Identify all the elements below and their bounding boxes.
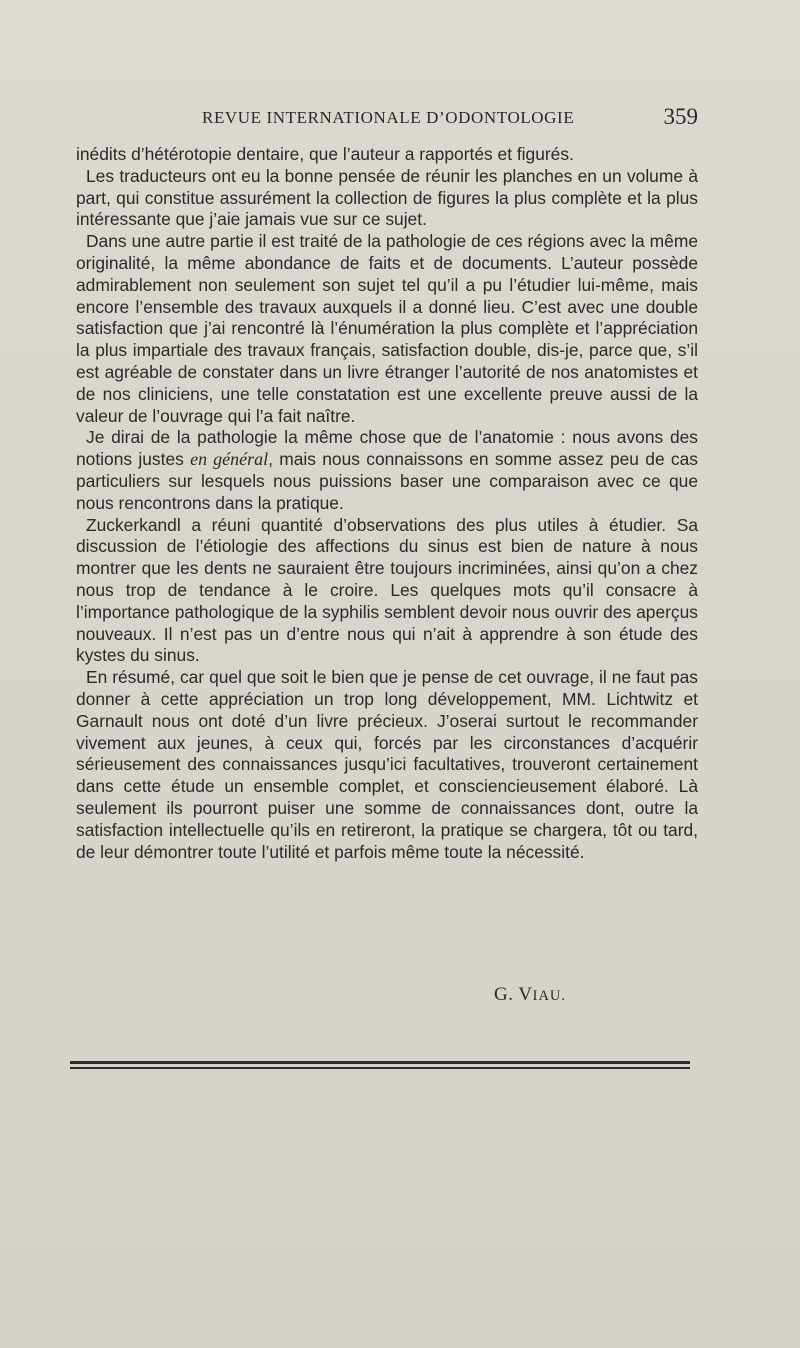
paragraph-4-start: Je dirai de la pathologie la même chose que de l’anatomie : nous avons des notions justes bbox=[76, 427, 698, 470]
body-text bbox=[76, 144, 698, 863]
paragraph-4-italic: en général bbox=[190, 449, 269, 470]
paragraph-4-end: , mais nous connaissons en somme assez peu de cas particuliers sur lesquels nous puissions baser une comparaison avec ce que nous rencontrons dans la pratique. bbox=[76, 449, 698, 513]
paragraph-1: inédits d’hétérotopie dentaire, que l’auteur a rapportés et figurés. bbox=[76, 144, 574, 164]
end-rule-thin bbox=[70, 1067, 690, 1069]
paragraph-3: Dans une autre partie il est traité de la pathologie de ces régions avec la même originalité, la même abondance de faits et de documents. L’auteur possède admirablement non seulement son sujet tel qu’il a pu l’étudier lui-même, mais encore l’ensemble des travaux auxquels il a donné lieu. C’est avec une double satisfaction que j’ai rencontré là l’énumération la plus complète et l’appréciation la plus impartiale des travaux français, satisfaction double, dis-je, parce que, s’il est agréable de constater dans un livre étranger l’autorité de nos anatomistes et de nos cliniciens, une telle constatation est une excellente preuve aussi de la valeur de l’ouvrage qui l’a fait naître. bbox=[76, 231, 698, 426]
running-title: REVUE INTERNATIONALE D’ODONTOLOGIE bbox=[202, 108, 575, 127]
signature-rest: IAU. bbox=[532, 988, 567, 1004]
paragraph-6: En résumé, car quel que soit le bien que je pense de cet ouvrage, il ne faut pas donner à cette appréciation un trop long développement, MM. Lichtwitz et Garnault nous ont doté d’un livre précieux. J’oserai surtout le recommander vivement aux jeunes, à ceux qui, forcés par les circonstances d’acquérir sérieusement des connaissances jusqu’ici facultatives, trouveront certainement dans cette étude un ensemble complet, et consciencieusement élaboré. Là seulement ils pourront puiser une somme de connaissances dont, outre la satisfaction intellectuelle qu’ils en retireront, la pratique se chargera, tôt ou tard, de leur démontrer toute l’utilité et parfois même toute la nécessité. bbox=[76, 667, 698, 862]
signature-initial: G. V bbox=[494, 984, 533, 1005]
author-signature bbox=[494, 984, 566, 1006]
page-number: 359 bbox=[663, 104, 698, 129]
paragraph-2: Les traducteurs ont eu la bonne pensée de réunir les planches en un volume à part, qui constitue assurément la collection de figures la plus complète et la plus intéressante que j’aie jamais vue sur ce sujet. bbox=[76, 165, 698, 230]
running-head bbox=[76, 104, 698, 134]
end-rule-thick bbox=[70, 1061, 690, 1064]
paragraph-5: Zuckerkandl a réuni quantité d’observations des plus utiles à étudier. Sa discussion de l’étiologie des affections du sinus est bien de nature à nous montrer que les dents ne sauraient être toujours incriminées, ainsi qu’on a chez nous trop de tendance à le croire. Les quelques mots qu’il consacre à l’importance pathologique de la syphilis semblent devoir nous ouvrir des aperçus nouveaux. Il n’est pas un d’entre nous qui n’ait à apprendre à son étude des kystes du sinus. bbox=[76, 514, 698, 666]
paragraph-4 bbox=[76, 427, 698, 514]
